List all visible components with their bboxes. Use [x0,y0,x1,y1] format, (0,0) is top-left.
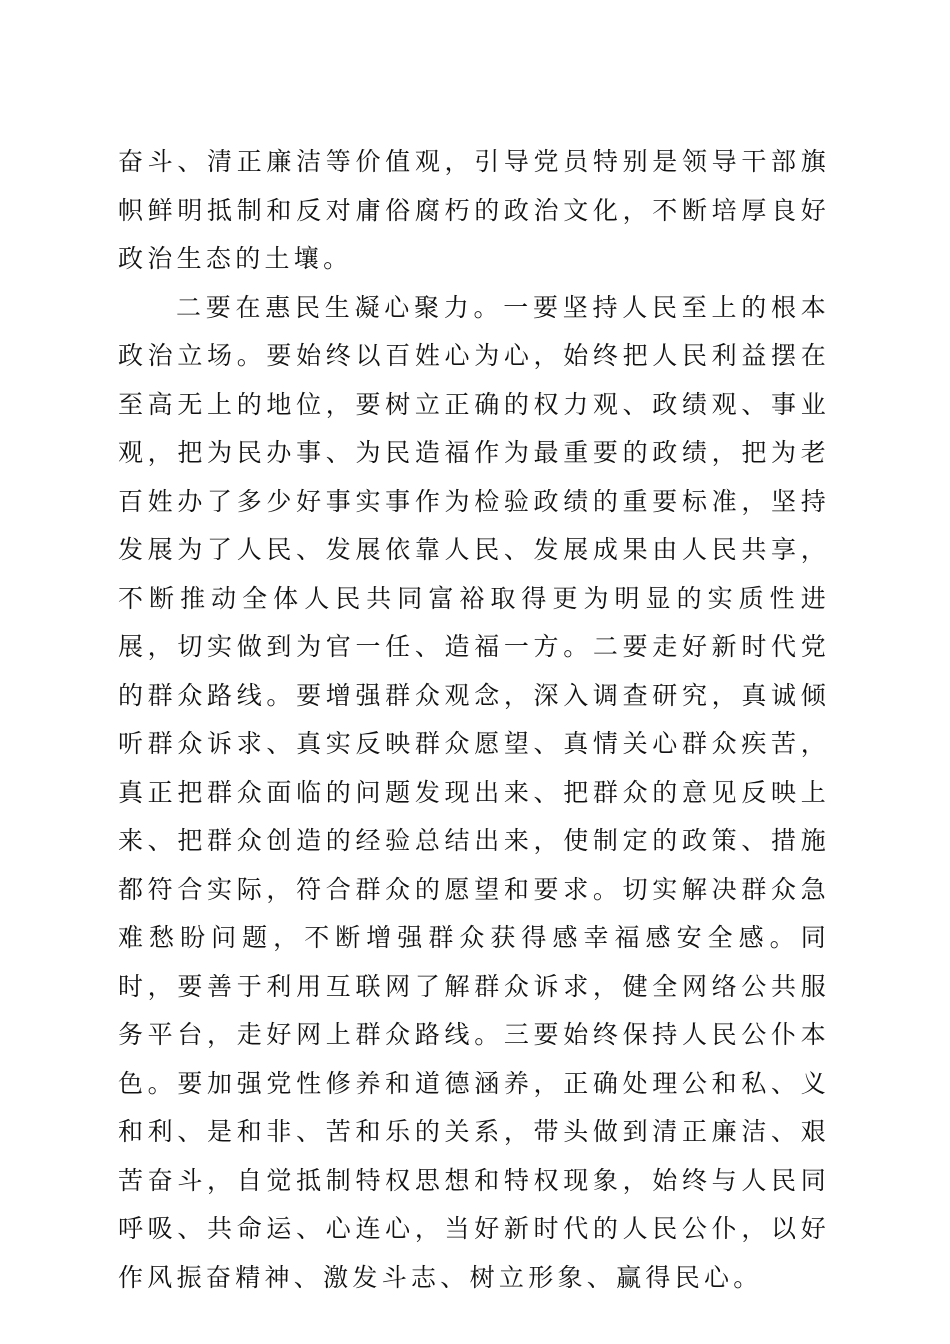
paragraph-main: 二要在惠民生凝心聚力。一要坚持人民至上的根本政治立场。要始终以百姓心为心，始终把人民利益摆在至高无上的地位，要树立正确的权力观、政绩观、事业观，把为民办事、为民造福作为最重要的政绩，把为老百姓办了多少好事实事作为检验政绩的重要标准，坚持发展为了人民、发展依靠人民、发展成果由人民共享，不断推动全体人民共同富裕取得更为明显的实质性进展，切实做到为官一任、造福一方。二要走好新时代党的群众路线。要增强群众观念，深入调查研究，真诚倾听群众诉求、真实反映群众愿望、真情关心群众疾苦，真正把群众面临的问题发现出来、把群众的意见反映上来、把群众创造的经验总结出来，使制定的政策、措施都符合实际，符合群众的愿望和要求。切实解决群众急难愁盼问题，不断增强群众获得感幸福感安全感。同时，要善于利用互联网了解群众诉求，健全网络公共服务平台，走好网上群众路线。三要始终保持人民公仆本色。要加强党性修养和道德涵养，正确处理公和私、义和利、是和非、苦和乐的关系，带头做到清正廉洁、艰苦奋斗，自觉抵制特权思想和特权现象，始终与人民同呼吸、共命运、心连心，当好新时代的人民公仆，以好作风振奋精神、激发斗志、树立形象、赢得民心。 [118,292,830,1292]
document-body [118,138,830,1302]
paragraph-continuation: 奋斗、清正廉洁等价值观，引导党员特别是领导干部旗帜鲜明抵制和反对庸俗腐朽的政治文化，不断培厚良好政治生态的土壤。 [118,147,830,273]
